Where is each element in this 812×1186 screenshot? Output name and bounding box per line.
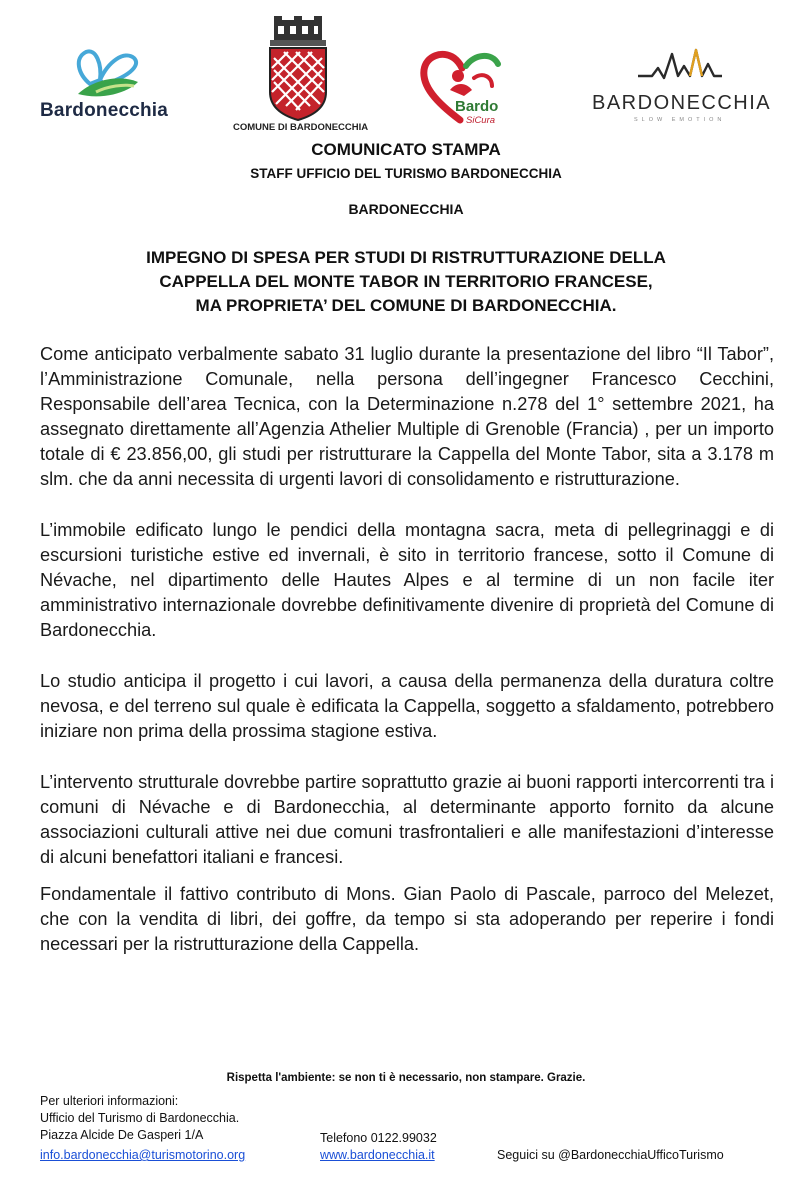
environment-note: Rispetta l'ambiente: se non ti è necessario, non stampare. Grazie.: [226, 1072, 586, 1084]
butterfly-icon: [38, 44, 183, 102]
headline-line: MA PROPRIETA’ DEL COMUNE DI BARDONECCHIA.: [195, 296, 617, 315]
paragraph: L’immobile edificato lungo le pendici della montagna sacra, meta di pellegrinaggi e di escursioni turistiche estive ed invernali, è sito in territorio francese, sotto il Comune di Névache, nel dipartimento delle Hautes Alpes e al termine di un non facile iter amministrativo internazionale dovrebbe definitivamente divenire di proprietà del Comune di Bardonecchia.: [40, 520, 774, 640]
sicura-main-text: Bardo: [455, 98, 499, 115]
article-body: [40, 342, 774, 983]
info-label: Per ulteriori informazioni:: [40, 1094, 179, 1108]
press-release-title: COMUNICATO STAMPA: [311, 140, 501, 159]
office-name: Ufficio del Turismo di Bardonecchia.: [40, 1111, 240, 1125]
paragraph: L’intervento strutturale dovrebbe partire soprattutto grazie ai buoni rapporti intercorrenti tra i comuni di Névache e di Bardonecchia, al determinante apporto fornito da alcune associazioni culturali attive nei due comuni trasfrontalieri e alle manifestazioni d’interesse di alcuni benefattori italiani e francesi.: [40, 772, 774, 867]
headline: [40, 246, 772, 318]
website-link[interactable]: www.bardonecchia.it: [320, 1148, 435, 1162]
social-handle: Seguici su @BardonecchiaUfficoTurismo: [497, 1148, 724, 1162]
press-release-subtitle: STAFF UFFICIO DEL TURISMO BARDONECCHIA: [250, 166, 562, 181]
email-link[interactable]: info.bardonecchia@turismotorino.org: [40, 1148, 246, 1162]
headline-line: IMPEGNO DI SPESA PER STUDI DI RISTRUTTURAZIONE DELLA: [146, 248, 666, 267]
headline-line: CAPPELLA DEL MONTE TABOR IN TERRITORIO FRANCESE,: [159, 272, 653, 291]
mountain-wave-icon: [590, 46, 790, 86]
bardo-sicura-logo: [418, 46, 523, 128]
paragraph: Come anticipato verbalmente sabato 31 luglio durante la presentazione del libro “Il Tabor”, l’Amministrazione Comunale, nella persona dell’ingegner Francesco Cecchini, Responsabile dell’area Tecnica, con la Determinazione n.278 del 1° settembre 2021, ha assegnato direttamente all’Agenzia Athelier Multiple di Grenoble (Francia) , per un importo totale di € 23.856,00, gli studi per ristrutturare la Cappella del Monte Tabor, sita a 3.178 m slm. che da anni necessita di urgenti lavori di consolidamento e ristrutturazione.: [40, 344, 774, 489]
phone-number: Telefono 0122.99032: [320, 1131, 437, 1145]
paragraph: Lo studio anticipa il progetto i cui lavori, a causa della permanenza della duratura coltre nevosa, e del terreno sul quale è edificata la Cappella, soggetto a sfaldamento, potrebbero iniziare non prima della prossima stagione estiva.: [40, 671, 774, 741]
paragraph: Fondamentale il fattivo contributo di Mons. Gian Paolo di Pascale, parroco del Melezet, che con la vendita di libri, dei goffre, da tempo si sta adoperando per reperire i fondi necessari per la ristrutturazione della Cappella.: [40, 884, 774, 954]
logo-bar: [0, 0, 812, 135]
slow-emotion-tagline: SLOW EMOTION: [634, 117, 726, 123]
comune-crest: [228, 14, 368, 136]
slow-emotion-text: BARDONECCHIA: [592, 92, 772, 114]
comune-caption: COMUNE DI BARDONECCHIA: [233, 122, 369, 133]
bardonecchia-logo: [38, 44, 183, 124]
bardonecchia-logo-text: Bardonecchia: [40, 100, 169, 121]
slow-emotion-logo: [590, 46, 790, 126]
crest-icon: [228, 14, 368, 122]
sicura-sub-text: SiCura: [466, 115, 496, 126]
office-address: Piazza Alcide De Gasperi 1/A: [40, 1128, 204, 1142]
press-release-place: BARDONECCHIA: [348, 201, 464, 217]
contact-block: [40, 1093, 239, 1144]
